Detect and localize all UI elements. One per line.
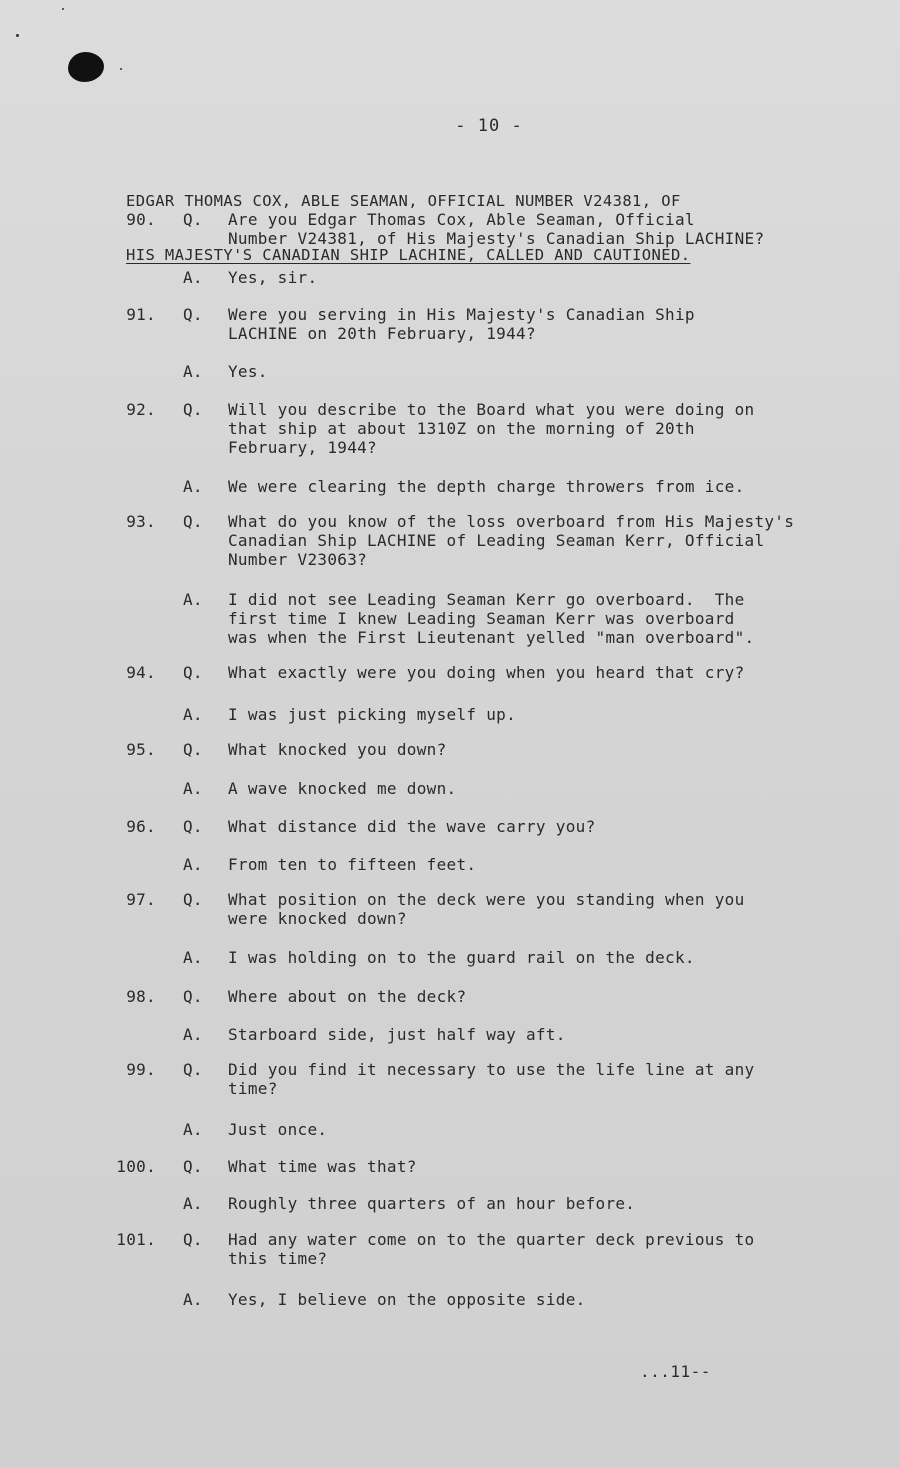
question-text: What exactly were you doing when you heard that cry? [228,663,745,682]
heading-line-2: HIS MAJESTY'S CANADIAN SHIP LACHINE, CALLED AND CAUTIONED. [126,246,691,264]
question-marker: Q. [183,400,203,419]
ink-speck [120,68,122,70]
ink-blot [68,52,104,82]
question-marker: Q. [183,890,203,909]
answer-marker: A. [183,855,203,874]
answer-text: I did not see Leading Seaman Kerr go overboard. The first time I knew Leading Seaman Kerr was overboard was when the First Lieutenant yelled "man overboard". [228,590,755,647]
question-number: 101. [116,1230,156,1249]
answer-marker: A. [183,1290,203,1309]
answer-text: I was just picking myself up. [228,705,517,724]
question-text: Where about on the deck? [228,987,467,1006]
answer-marker: A. [183,1194,203,1213]
answer-marker: A. [183,362,203,381]
question-number: 98. [126,987,156,1006]
question-text: Had any water come on to the quarter deck previous to this time? [228,1230,755,1268]
question-marker: Q. [183,1230,203,1249]
question-number: 94. [126,663,156,682]
answer-marker: A. [183,477,203,496]
question-number: 95. [126,740,156,759]
question-text: What do you know of the loss overboard from His Majesty's Canadian Ship LACHINE of Leading Seaman Kerr, Official Number V23063? [228,512,795,569]
answer-marker: A. [183,590,203,609]
continuation-marker: ...11-- [640,1362,711,1381]
question-marker: Q. [183,512,203,531]
question-text: Will you describe to the Board what you were doing on that ship at about 1310Z on the morning of 20th February, 1944? [228,400,755,457]
page-number: - 10 - [455,116,523,136]
question-marker: Q. [183,987,203,1006]
question-number: 99. [126,1060,156,1079]
question-marker: Q. [183,1060,203,1079]
question-number: 93. [126,512,156,531]
answer-text: From ten to fifteen feet. [228,855,477,874]
question-number: 91. [126,305,156,324]
question-text: Are you Edgar Thomas Cox, Able Seaman, Official Number V24381, of His Majesty's Canadian Ship LACHINE? [228,210,765,248]
answer-marker: A. [183,268,203,287]
question-marker: Q. [183,663,203,682]
answer-marker: A. [183,1120,203,1139]
answer-text: Yes, I believe on the opposite side. [228,1290,586,1309]
question-number: 100. [116,1157,156,1176]
answer-marker: A. [183,1025,203,1044]
answer-marker: A. [183,779,203,798]
question-number: 92. [126,400,156,419]
answer-text: Yes. [228,362,268,381]
heading-line-1: EDGAR THOMAS COX, ABLE SEAMAN, OFFICIAL NUMBER V24381, OF [126,192,681,210]
question-marker: Q. [183,740,203,759]
question-text: Did you find it necessary to use the life line at any time? [228,1060,755,1098]
question-text: What distance did the wave carry you? [228,817,596,836]
question-number: 90. [126,210,156,229]
question-text: What knocked you down? [228,740,447,759]
answer-text: Just once. [228,1120,328,1139]
answer-text: A wave knocked me down. [228,779,457,798]
answer-text: We were clearing the depth charge throwers from ice. [228,477,745,496]
question-marker: Q. [183,817,203,836]
answer-text: I was holding on to the guard rail on the deck. [228,948,695,967]
question-marker: Q. [183,210,203,229]
answer-marker: A. [183,948,203,967]
answer-text: Starboard side, just half way aft. [228,1025,566,1044]
ink-speck [16,34,19,37]
answer-text: Roughly three quarters of an hour before. [228,1194,636,1213]
question-text: Were you serving in His Majesty's Canadian Ship LACHINE on 20th February, 1944? [228,305,695,343]
question-marker: Q. [183,305,203,324]
answer-text: Yes, sir. [228,268,318,287]
question-number: 96. [126,817,156,836]
question-marker: Q. [183,1157,203,1176]
question-text: What position on the deck were you standing when you were knocked down? [228,890,745,928]
ink-speck [62,8,64,10]
answer-marker: A. [183,705,203,724]
question-number: 97. [126,890,156,909]
question-text: What time was that? [228,1157,417,1176]
